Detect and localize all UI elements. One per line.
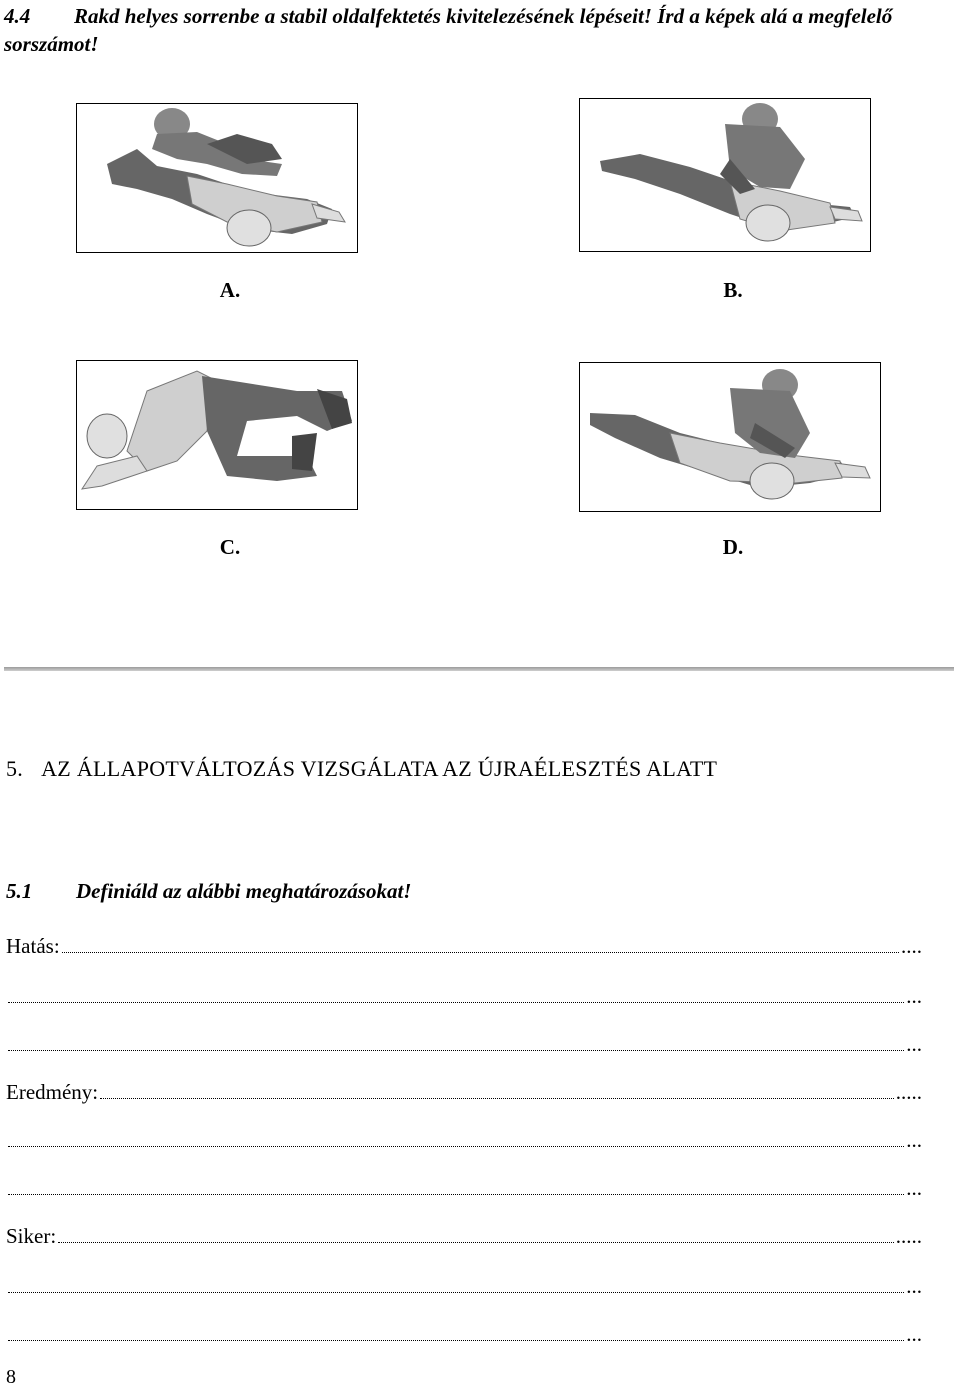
figure-c-image: [76, 360, 358, 510]
answer-line-end: ...: [906, 1176, 922, 1200]
figure-a-image: [76, 103, 358, 253]
answer-line[interactable]: [6, 1274, 922, 1299]
answer-dotted-fill: [58, 1242, 894, 1243]
figure-b-image: [579, 98, 871, 252]
answer-line-end: ...: [906, 1128, 922, 1152]
answer-dotted-fill: [100, 1098, 894, 1099]
figure-b-label: B.: [723, 278, 743, 302]
answer-label: Hatás:: [6, 934, 60, 958]
subsection-heading: [6, 879, 411, 904]
answer-label: Eredmény:: [6, 1080, 99, 1104]
answer-line-end: .....: [895, 1080, 922, 1104]
answer-dotted-fill: [8, 1194, 904, 1195]
subsection-number: 5.1: [6, 879, 33, 903]
question-heading: [4, 2, 956, 58]
answer-line[interactable]: [6, 1032, 922, 1057]
section-heading: [6, 756, 717, 782]
answer-line[interactable]: [6, 1128, 922, 1153]
section-divider: [4, 667, 954, 671]
answer-dotted-fill: [8, 1292, 904, 1293]
answer-dotted-fill: [8, 1146, 904, 1147]
question-number: 4.4: [4, 4, 31, 28]
answer-line[interactable]: [6, 1176, 922, 1201]
answer-label: Siker:: [6, 1224, 57, 1248]
answer-dotted-fill: [8, 1340, 904, 1341]
subsection-title-text: Definiáld az alábbi meghatározásokat!: [76, 879, 412, 903]
answer-line-siker[interactable]: [6, 1224, 922, 1249]
answer-line-end: .....: [895, 1224, 922, 1248]
answer-dotted-fill: [62, 952, 899, 953]
section-number: 5.: [6, 756, 24, 781]
answer-line-eredmeny[interactable]: [6, 1080, 922, 1105]
answer-line-end: ...: [906, 1322, 922, 1346]
answer-line[interactable]: [6, 1322, 922, 1347]
answer-line[interactable]: [6, 984, 922, 1009]
page-number: 8: [6, 1366, 16, 1388]
figure-d-label: D.: [722, 535, 744, 559]
question-text: Rakd helyes sorrenbe a stabil oldalfektetés kivitelezésének lépéseit! Írd a képek alá a megfelelő sorszámot!: [4, 4, 893, 56]
answer-line-hatas[interactable]: [6, 934, 922, 959]
answer-line-end: ...: [906, 1032, 922, 1056]
answer-dotted-fill: [8, 1002, 904, 1003]
answer-dotted-fill: [8, 1050, 904, 1051]
figure-d-image: [579, 362, 881, 512]
figure-a-label: A.: [219, 278, 241, 302]
answer-line-end: ....: [901, 934, 922, 958]
figure-c-label: C.: [219, 535, 241, 559]
section-title-text: AZ ÁLLAPOTVÁLTOZÁS VIZSGÁLATA AZ ÚJRAÉLESZTÉS ALATT: [41, 756, 718, 781]
answer-line-end: ...: [906, 984, 922, 1008]
answer-line-end: ...: [906, 1274, 922, 1298]
